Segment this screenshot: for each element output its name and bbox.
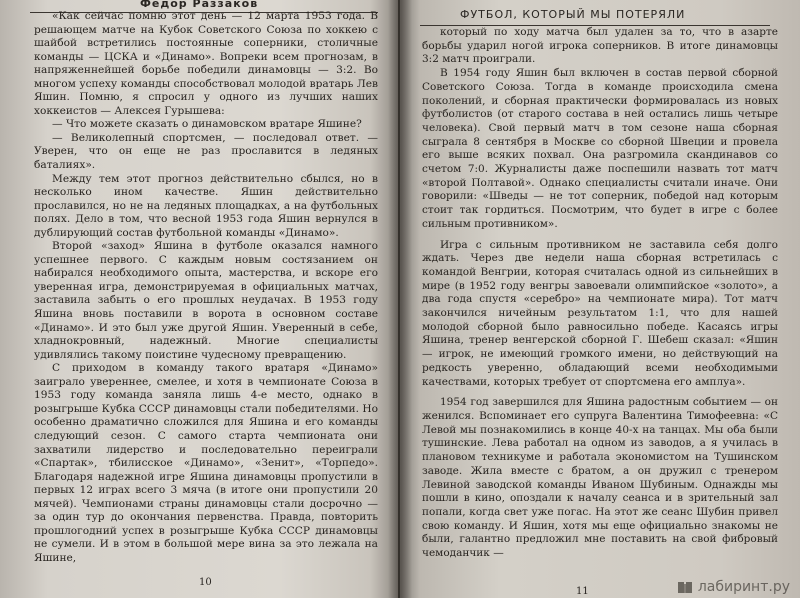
paragraph: — Великолепный спортсмен, — последовал ответ. — Уверен, что он еще не раз прославится в ледяных баталиях».	[34, 131, 378, 172]
left-page	[0, 0, 398, 598]
left-page-text	[34, 10, 378, 565]
paragraph: С приходом в команду такого вратаря «Динамо» заиграло увереннее, смелее, и хотя в чемпионате Союза в 1953 году команда заняла лишь 4-е место, однако в розыгрыше Кубка СССР динамовцы стали победителями. Но особенно драматично сложился для Яшина и его команды следующий сезон. С самого старта чемпионата они захватили лидерство и последовательно переиграли «Спартак», тбилисское «Динамо», «Зенит», «Торпедо». Благодаря надежной игре Яшина динамовцы пропустили в первых 12 играх всего 3 мяча (в итоге они пропустили 20 мячей). Чемпионами страны динамовцы стали досрочно — за один тур до окончания первенства. Правда, повторить прошлогодний успех в розыгрыше Кубка СССР динамовцы не сумели. И в этом в большой мере вина за это лежала на Яшине,	[34, 362, 378, 564]
paragraph: — Что можете сказать о динамовском вратаре Яшине?	[52, 118, 362, 131]
ozon-book-logo-icon	[676, 578, 694, 596]
right-page-number: 11	[576, 586, 589, 597]
paragraph: В 1954 году Яшин был включен в состав первой сборной Советского Союза. Тогда в команде происходила смена поколений, и сборная практически формировалась из новых футболистов (от старого состава в ней остались лишь четыре человека). Свой первый матч в том сезоне наша сборная сыграла 8 сентября в Москве со сборной Швеции и провела его выше всяких похвал. Она разгромила скандинавов со счетом 7:0. Журналисты даже поспешили назвать тот матч «второй Полтавой». Однако специалисты считали иначе. Они говорили: «Шведы — не тот соперник, победой над которым стоит так гордиться. Посмотрим, что будет в игре с более сильным противником».	[422, 67, 778, 230]
watermark-text: лабиринт.ру	[697, 579, 790, 595]
book-gutter	[388, 0, 412, 598]
left-page-number: 10	[199, 577, 212, 588]
right-running-head: ФУТБОЛ, КОТОРЫЙ МЫ ПОТЕРЯЛИ	[460, 8, 686, 21]
paragraph: Игра с сильным противником не заставила себя долго ждать. Через две недели наша сборная встретилась с командой Венгрии, которая считалась одной из сильнейших в мире (в 1952 году венгры завоевали олимпийское «золото», а два года спустя «серебро» на чемпионате мира). Тот матч закончился ничейным результатом 1:1, что для нашей молодой сборной было равносильно победе. Касаясь игры Яшина, тренер венгерской сборной Г. Шебеш сказал: «Яшин — игрок, не имеющий громкого имени, но действующий на редкость уверенно, обладающий всеми необходимыми качествами, которых требует от спортсмена его амплуа».	[422, 238, 778, 388]
paragraph: Между тем этот прогноз действительно сбылся, но в несколько ином качестве. Яшин действительно прославился, но не на ледяных площадках, а на футбольных полях. Дело в том, что весной 1953 года Яшин вернулся в дублирующий состав футбольной команды «Динамо».	[34, 172, 378, 239]
paragraph: Второй «заход» Яшина в футболе оказался намного успешнее первого. С каждым новым состязанием он набирался необходимого опыта, мастерства, и вскоре его уверенная игра, демонстрируемая в официальных матчах, заставила забыть о его прошлых неудачах. В 1953 году Яшина вновь поставили в ворота в основном составе «Динамо». И это был уже другой Яшин. Уверенный в себе, хладнокровный, надежный. Многие специалисты удивлялись такому поистине чудесному превращению.	[34, 240, 378, 361]
left-running-head: Федор Раззаков	[140, 0, 259, 10]
paragraph: «Как сейчас помню этот день — 12 марта 1953 года. В решающем матче на Кубок Советского Союза по хоккею с шайбой встретились постоянные соперники, столичные команды — ЦСКА и «Динамо». Вопреки всем прогнозам, в напряженнейшей борьбе победили динамовцы — 3:2. Во многом успеху команды способствовал молодой вратарь Лев Яшин. Помню, я спросил у одного из лучших наших хоккеистов — Алексея Гурышева:	[34, 10, 378, 117]
right-page-text	[422, 26, 778, 561]
watermark	[676, 578, 790, 596]
right-page	[400, 0, 800, 598]
paragraph: который по ходу матча был удален за то, что в азарте борьбы ударил ногой игрока соперников. В итоге динамовцы 3:2 матч проиграли.	[422, 26, 778, 66]
paragraph: 1954 год завершился для Яшина радостным событием — он женился. Вспоминает его супруга Валентина Тимофеевна: «С Левой мы познакомились в конце 40-х на танцах. Мы оба были тушинские. Лева работал на одном из заводов, а я училась в плановом техникуме и работала экономистом на Тушинском заводе. Жила вместе с братом, а он дружил с тренером Левиной заводской команды Иваном Шубиным. Однажды мы пошли в кино, опоздали к началу сеанса и в зрительный зал попали, когда свет уже погас. На этот же сеанс Шубин привел свою команду. И Яшин, хотя мы еще официально знакомы не были, галантно предложил мне поставить на свой фибровый чемоданчик —	[422, 396, 778, 560]
